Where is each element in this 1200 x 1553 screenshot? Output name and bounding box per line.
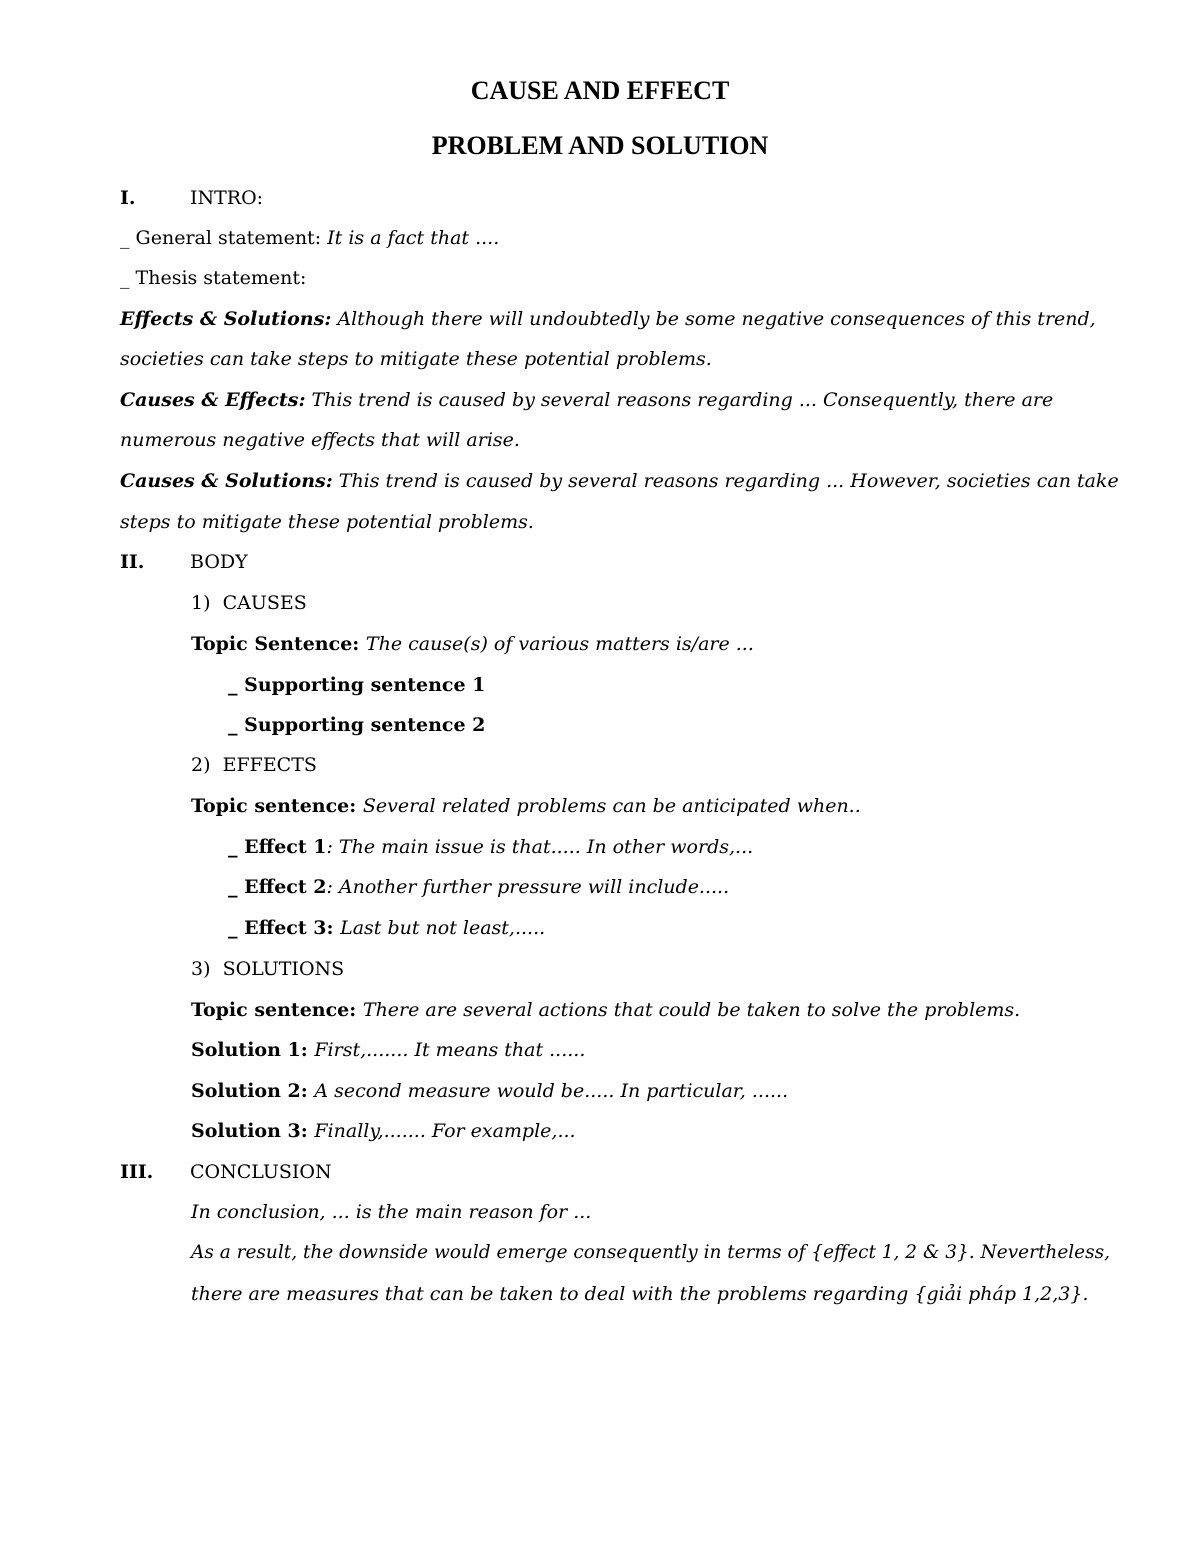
causes-topic-sentence — [191, 631, 754, 657]
effect-1 — [228, 834, 753, 860]
solution-1-label: Solution 1: — [191, 1039, 315, 1061]
solution-3-label: Solution 3: — [191, 1120, 315, 1142]
section-intro-heading — [120, 185, 263, 211]
topic-sentence-label: Topic Sentence: — [191, 633, 366, 655]
solution-3 — [191, 1118, 576, 1144]
causes-heading: 1) CAUSES — [191, 592, 307, 614]
conclusion-line-3: there are measures that can be taken to deal with the problems regarding {giải pháp 1,2,3}. — [191, 1283, 1089, 1305]
general-statement-text: It is a fact that .... — [327, 227, 500, 249]
causes-effects-label: Causes & Effects: — [120, 389, 306, 411]
effect-3-text: Last but not least,..... — [340, 917, 546, 939]
effect-2-text: : Another further pressure will include..... — [326, 876, 730, 898]
topic-sentence-text: Several related problems can be anticipated when.. — [362, 795, 861, 817]
effects-solutions-line-1 — [120, 306, 1096, 332]
effect-2 — [228, 874, 729, 900]
effects-solutions-label: Effects & Solutions: — [120, 308, 332, 330]
causes-solutions-line-2: steps to mitigate these potential problems. — [120, 511, 534, 533]
effect-3-label: _ Effect 3: — [228, 917, 341, 939]
document-subtitle: PROBLEM AND SOLUTION — [431, 131, 769, 160]
conclusion-line-2: As a result, the downside would emerge consequently in terms of {effect 1, 2 & 3}. Nevertheless, — [191, 1242, 1111, 1263]
effect-1-text: : The main issue is that..... In other words,... — [326, 836, 754, 858]
causes-effects-line-1 — [120, 387, 1053, 413]
section-title: BODY — [190, 551, 248, 573]
topic-sentence-label: Topic sentence: — [191, 795, 363, 817]
solution-3-text: Finally,....... For example,... — [314, 1120, 576, 1142]
causes-effects-text: This trend is caused by several reasons regarding ... Consequently, there are — [305, 389, 1054, 411]
causes-effects-line-2: numerous negative effects that will arise. — [120, 429, 520, 451]
solution-1 — [191, 1037, 585, 1063]
effects-topic-sentence — [191, 793, 861, 819]
effect-3 — [228, 915, 545, 941]
section-title: CONCLUSION — [190, 1161, 332, 1183]
effects-solutions-text: Although there will undoubtedly be some negative consequences of this trend, — [331, 308, 1096, 330]
causes-solutions-text: This trend is caused by several reasons regarding ... However, societies can take — [332, 470, 1119, 492]
section-number: I. — [120, 187, 136, 209]
topic-sentence-text: The cause(s) of various matters is/are ... — [365, 633, 754, 655]
solution-2 — [191, 1078, 788, 1104]
topic-sentence-label: Topic sentence: — [191, 999, 363, 1021]
solutions-heading: 3) SOLUTIONS — [191, 958, 345, 980]
solution-2-text: A second measure would be..... In particular, ...... — [314, 1080, 789, 1102]
section-number: III. — [120, 1161, 154, 1183]
effect-2-label: _ Effect 2 — [228, 876, 327, 898]
conclusion-line-1: In conclusion, ... is the main reason for ... — [191, 1201, 592, 1223]
section-body-heading — [120, 549, 248, 575]
effects-heading: 2) EFFECTS — [191, 754, 317, 776]
supporting-sentence-2: _ Supporting sentence 2 — [228, 714, 486, 736]
solutions-topic-sentence — [191, 997, 1020, 1023]
section-conclusion-heading — [120, 1159, 332, 1185]
supporting-sentence-1: _ Supporting sentence 1 — [228, 674, 486, 696]
general-statement-label: _ General statement: — [120, 227, 328, 249]
thesis-statement-label: _ Thesis statement: — [120, 267, 307, 289]
topic-sentence-text: There are several actions that could be taken to solve the problems. — [362, 999, 1021, 1021]
document-title: CAUSE AND EFFECT — [470, 76, 730, 105]
solution-2-label: Solution 2: — [191, 1080, 315, 1102]
effect-1-label: _ Effect 1 — [228, 836, 327, 858]
causes-solutions-label: Causes & Solutions: — [120, 470, 333, 492]
effects-solutions-line-2: societies can take steps to mitigate these potential problems. — [120, 348, 712, 370]
solution-1-text: First,....... It means that ...... — [314, 1039, 586, 1061]
section-number: II. — [120, 551, 145, 573]
section-title: INTRO: — [190, 187, 264, 209]
causes-solutions-line-1 — [120, 468, 1119, 494]
general-statement — [120, 225, 499, 251]
